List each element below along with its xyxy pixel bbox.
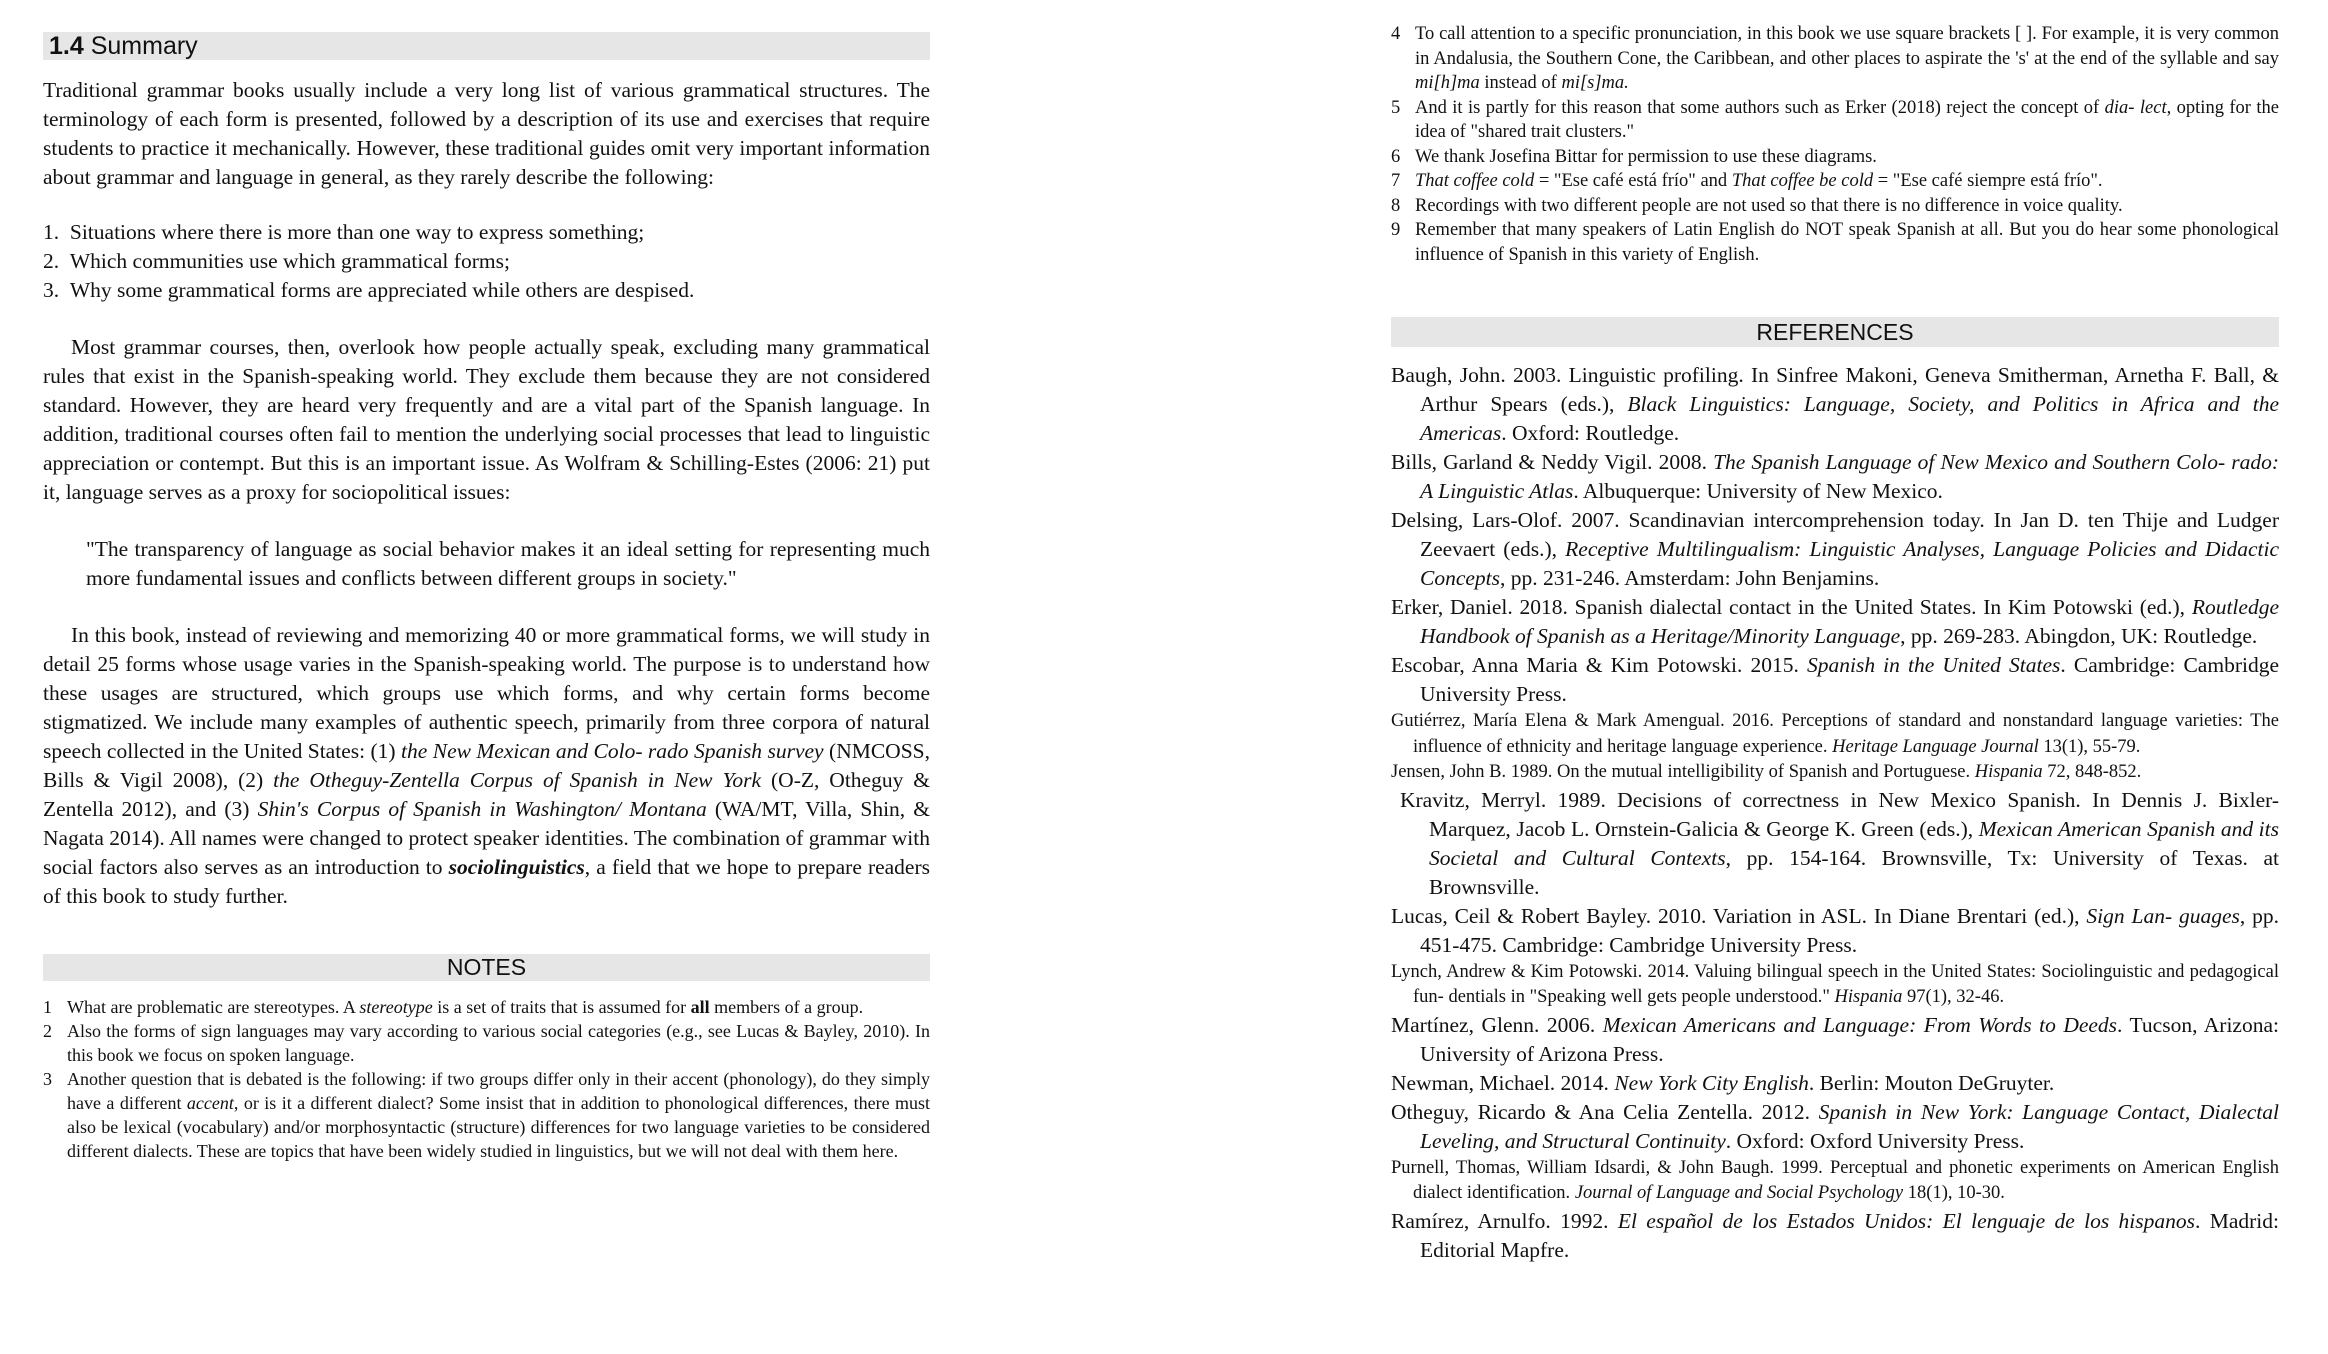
reference-entry: Martínez, Glenn. 2006. Mexican Americans and Language: From Words to Deeds. Tucson, Arizona: University of Arizona Press.: [1391, 1012, 2279, 1066]
summary-list: [43, 218, 930, 305]
notes-continued: [1391, 22, 2279, 267]
reference-entry: Kravitz, Merryl. 1989. Decisions of correctness in New Mexico Spanish. In Dennis J. Bixler-Marquez, Jacob L. Ornstein-Galicia & George K. Green (eds.), Mexican American Spanish and its Societal and Cultural Contexts, pp. 154-164. Brownsville, Tx: University of Texas. at Brownsville.: [1400, 787, 2280, 899]
list-item: 3. Why some grammatical forms are appreciated while others are despised.: [43, 278, 695, 302]
note-item: 3 Another question that is debated is the following: if two groups differ only in their accent (phonology), do they simply have a different accent, or is it a different dialect? Some insist that in addition to phonological differences, there must also be lexical (vocabulary) and/or morphosyntactic (structure) differences for two language varieties to be considered different dialects. These are topics that have been widely studied in linguistics, but we will not deal with them here.: [43, 1069, 931, 1161]
reference-entry: Otheguy, Ricardo & Ana Celia Zentella. 2012. Spanish in New York: Language Contact, Dialectal Leveling, and Structural Continuity. Oxford: Oxford University Press.: [1391, 1099, 2279, 1153]
section-number: 1.4: [49, 32, 84, 60]
reference-entry: Delsing, Lars-Olof. 2007. Scandinavian intercomprehension today. In Jan D. ten Thije and Ludger Zeevaert (eds.), Receptive Multilingualism: Linguistic Analyses, Language Policies and Didactic Concepts, pp. 231-246. Amsterdam: John Benjamins.: [1391, 508, 2280, 590]
reference-entry: Bills, Garland & Neddy Vigil. 2008. The Spanish Language of New Mexico and Southern Colo- rado: A Linguistic Atlas. Albuquerque: University of New Mexico.: [1391, 450, 2279, 503]
reference-entry: Gutiérrez, María Elena & Mark Amengual. 2016. Perceptions of standard and nonstandard language varieties: The influence of ethnicity and heritage language experience. Heritage Language Journal 13(1), 55-79.: [1391, 711, 2279, 757]
note-item: 9 Remember that many speakers of Latin English do NOT speak Spanish at all. But you do hear some phonological influence of Spanish in this variety of English.: [1391, 220, 2279, 265]
note-item: 5 And it is partly for this reason that some authors such as Erker (2018) reject the concept of dia- lect, opting for the idea of "shared trait clusters.": [1391, 97, 2279, 142]
reference-entry: Baugh, John. 2003. Linguistic profiling. In Sinfree Makoni, Geneva Smitherman, Arnetha F. Ball, & Arthur Spears (eds.), Black Linguistics: Language, Society, and Politics in Africa and the Americas. Oxford: Routledge.: [1391, 363, 2279, 445]
reference-entry: Lucas, Ceil & Robert Bayley. 2010. Variation in ASL. In Diane Brentari (ed.), Sign Lan- guages, pp. 451-475. Cambridge: Cambridge University Press.: [1391, 903, 2280, 957]
list-item: 2. Which communities use which grammatical forms;: [43, 249, 510, 273]
note-item: 2 Also the forms of sign languages may vary according to various social categories (e.g., see Lucas & Bayley, 2010). In this book we focus on spoken language.: [43, 1021, 930, 1065]
reference-entry: Erker, Daniel. 2018. Spanish dialectal contact in the United States. In Kim Potowski (ed.), Routledge Handbook of Spanish as a Heritage/Minority Language, pp. 269-283. Abingdon, UK: Routledge.: [1391, 595, 2279, 648]
references-list: [1391, 361, 2279, 1265]
reference-entry: Jensen, John B. 1989. On the mutual intelligibility of Spanish and Portuguese. Hispania 72, 848-852.: [1391, 762, 2142, 782]
reference-entry: Lynch, Andrew & Kim Potowski. 2014. Valuing bilingual speech in the United States: Sociolinguistic and pedagogical fun- dentials in "Speaking well gets people understood." Hispania 97(1), 32-46.: [1391, 961, 2279, 1007]
notes-heading: NOTES: [43, 954, 930, 981]
note-item: 1 What are problematic are stereotypes. A stereotype is a set of traits that is assumed for all members of a group.: [43, 997, 864, 1017]
references-heading: REFERENCES: [1391, 317, 2279, 347]
left-column: [43, 0, 930, 1163]
summary-paragraph-1: Traditional grammar books usually include a very long list of various grammatical structures. The terminology of each form is presented, followed by a description of its use and exercises that require students to practice it mechanically. However, these traditional guides omit very important information about grammar and language in general, as they rarely describe the following:: [43, 78, 930, 189]
block-quote: "The transparency of language as social behavior makes it an ideal setting for representing much more fundamental issues and conflicts between different groups in society.": [86, 537, 930, 590]
note-item: 4 To call attention to a specific pronunciation, in this book we use square brackets [ ]. For example, it is very common in Andalusia, the Southern Cone, the Caribbean, and other places to aspirate the 's' at the end of the syllable and say mi[h]ma instead of mi[s]ma.: [1391, 24, 2279, 93]
section-title: Summary: [90, 32, 198, 60]
notes-list: [43, 995, 930, 1163]
summary-paragraph-2: Most grammar courses, then, overlook how people actually speak, excluding many grammatical rules that exist in the Spanish-speaking world. They exclude them because they are not considered standard. However, they are heard very frequently and are a vital part of the Spanish language. In addition, traditional courses often fail to mention the underlying social processes that lead to linguistic appreciation or contempt. But this is an important issue. As Wolfram & Schilling-Estes (2006: 21) put it, language serves as a proxy for sociopolitical issues:: [43, 335, 930, 504]
note-item: 7 That coffee cold = "Ese café está frío" and That coffee be cold = "Ese café siempre está frío".: [1391, 171, 2103, 191]
summary-heading: [43, 32, 930, 60]
reference-entry: Escobar, Anna Maria & Kim Potowski. 2015. Spanish in the United States. Cambridge: Cambridge University Press.: [1391, 653, 2280, 706]
list-item: 1. Situations where there is more than one way to express something;: [43, 220, 645, 244]
reference-entry: Purnell, Thomas, William Idsardi, & John Baugh. 1999. Perceptual and phonetic experiments on American English dialect identification. Journal of Language and Social Psychology 18(1), 10-30.: [1391, 1157, 2279, 1203]
reference-entry: Newman, Michael. 2014. New York City English. Berlin: Mouton DeGruyter.: [1391, 1070, 2055, 1095]
right-column: [1391, 0, 2279, 1265]
note-item: 6 We thank Josefina Bittar for permission to use these diagrams.: [1391, 146, 1877, 167]
reference-entry: Ramírez, Arnulfo. 1992. El español de los Estados Unidos: El lenguaje de los hispanos. Madrid: Editorial Mapfre.: [1391, 1208, 2279, 1262]
note-item: 8 Recordings with two different people are not used so that there is no difference in voice quality.: [1391, 195, 2123, 216]
summary-paragraph-3: In this book, instead of reviewing and memorizing 40 or more grammatical forms, we will study in detail 25 forms whose usage varies in the Spanish-speaking world. The purpose is to understand how these usages are structured, which groups use which forms, and why certain forms become stigmatized. We include many examples of authentic speech, primarily from three corpora of natural speech collected in the United States: (1) the New Mexican and Colo- rado Spanish survey (NMCOSS, Bills & Vigil 2008), (2) the Otheguy-Zentella Corpus of Spanish in New York (O-Z, Otheguy & Zentella 2012), and (3) Shin's Corpus of Spanish in Washington/ Montana (WA/MT, Villa, Shin, & Nagata 2014). All names were changed to protect speaker identities. The combination of grammar with social factors also serves as an introduction to sociolinguistics, a field that we hope to prepare readers of this book to study further.: [43, 623, 931, 908]
